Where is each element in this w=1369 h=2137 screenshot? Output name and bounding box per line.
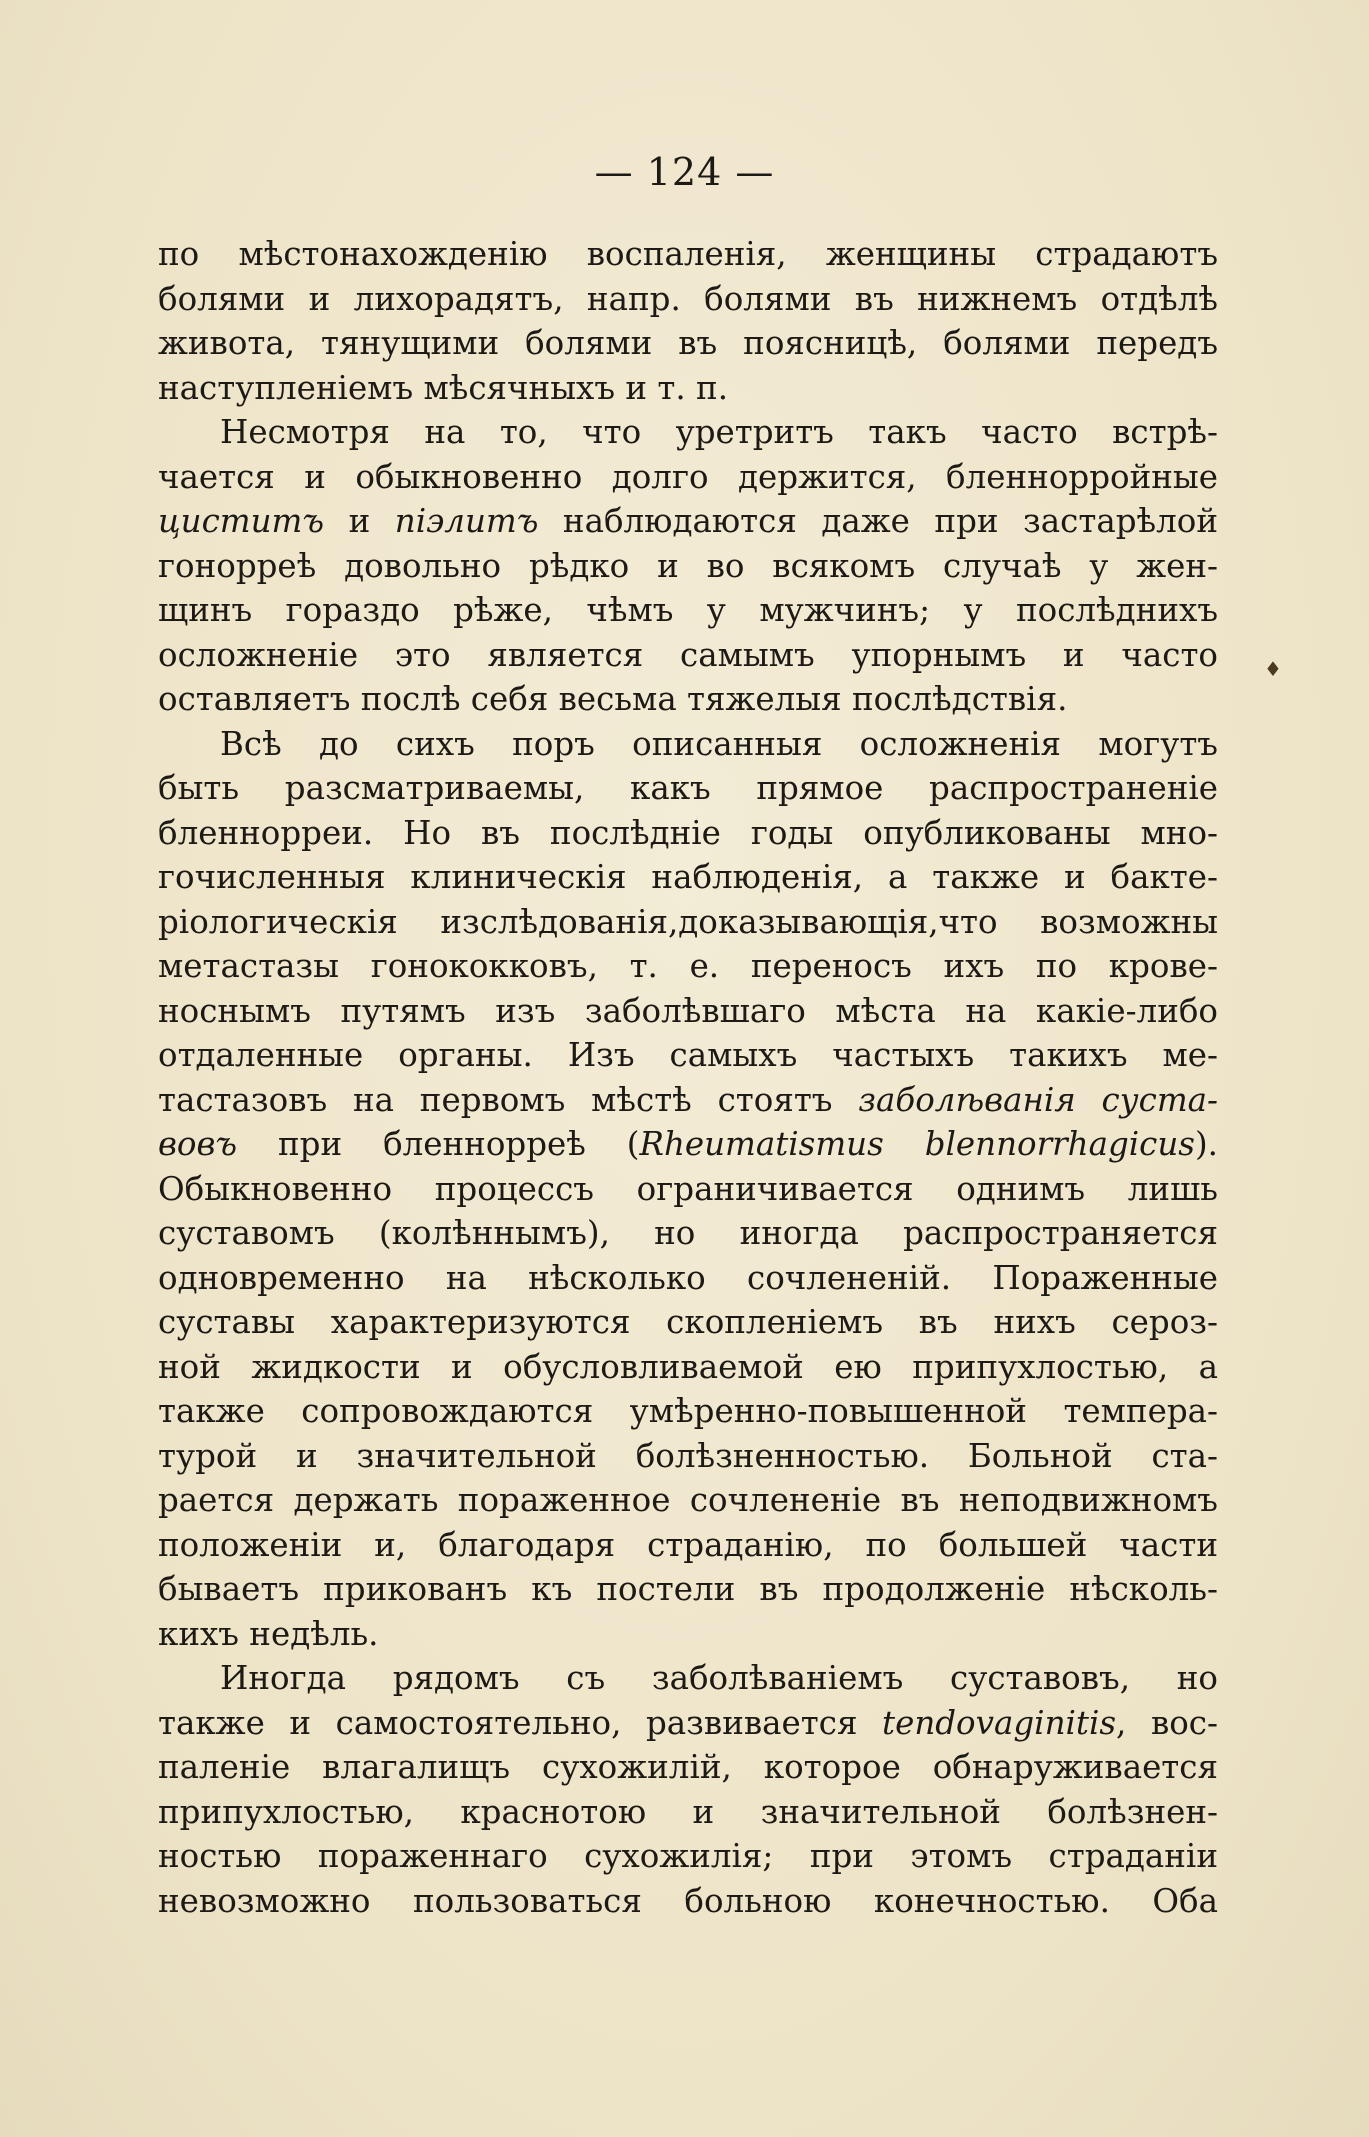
text-line (158, 1078, 1218, 1123)
text-line: Всѣ до сихъ поръ описанныя осложненія могутъ (220, 724, 1218, 763)
text-line: по мѣстонахожденію воспаленія, женщины страдаютъ (158, 235, 1218, 273)
text-fragment: также и самостоятельно, развивается (158, 1703, 883, 1742)
text-fragment: при бленнорреѣ ( (237, 1125, 640, 1163)
text-line: рается держать пораженное сочлененіе въ неподвижномъ (158, 1481, 1218, 1519)
text-fragment: , вос- (1116, 1703, 1218, 1742)
text-fragment: ). (1194, 1125, 1218, 1163)
text-line: ной жидкости и обусловливаемой ею припухлостью, а (158, 1347, 1218, 1386)
text-line: чается и обыкновенно долго держится, бленнорройные (158, 457, 1218, 496)
page-number: — 124 — (594, 150, 775, 194)
italic-term: вовъ (158, 1125, 238, 1163)
text-line (158, 1122, 1218, 1167)
text-line: отдаленные органы. Изъ самыхъ частыхъ такихъ ме- (158, 1036, 1218, 1074)
text-line: ріологическія изслѣдованія,доказывающія,что возможны (158, 902, 1218, 941)
text-line: суставы характеризуются скопленіемъ въ нихъ сероз- (158, 1303, 1218, 1341)
text-line: быть разсматриваемы, какъ прямое распространеніе (158, 769, 1218, 807)
text-line: невозможно пользоваться больною конечностью. Оба (158, 1881, 1218, 1920)
text-fragment: и (324, 502, 395, 540)
text-fragment: тастазовъ на первомъ мѣстѣ стоятъ (158, 1080, 859, 1119)
text-line: также сопровождаются умѣренно-повышенной темпера- (158, 1392, 1218, 1430)
text-line: осложненіе это является самымъ упорнымъ и часто (158, 635, 1218, 674)
text-line: суставомъ (колѣннымъ), но иногда распространяется (158, 1214, 1218, 1252)
text-line: носнымъ путямъ изъ заболѣвшаго мѣста на какіе-либо (158, 991, 1218, 1030)
text-line: турой и значительной болѣзненностью. Больной ста- (158, 1436, 1218, 1475)
body-text (158, 232, 1218, 1923)
italic-term: піэлитъ (394, 502, 539, 540)
text-line: одновременно на нѣсколько сочлененій. Пораженные (158, 1258, 1218, 1297)
text-line (158, 499, 1218, 544)
italic-term: tendovaginitis (882, 1703, 1117, 1742)
text-line (158, 1701, 1218, 1746)
text-line: припухлостью, краснотою и значительной болѣзнен- (158, 1792, 1218, 1831)
text-line: бываетъ прикованъ къ постели въ продолженіе нѣсколь- (158, 1570, 1218, 1608)
ink-speck: ♦ (1264, 657, 1282, 681)
text-line: бленнорреи. Но въ послѣдніе годы опубликованы мно- (158, 813, 1218, 852)
text-line: паленіе влагалищъ сухожилій, которое обнаруживается (158, 1748, 1218, 1786)
text-line: Обыкновенно процессъ ограничивается однимъ лишь (158, 1169, 1218, 1208)
text-line: метастазы гонококковъ, т. е. переносъ ихъ по крове- (158, 947, 1218, 985)
text-line: щинъ гораздо рѣже, чѣмъ у мужчинъ; у послѣднихъ (158, 591, 1218, 629)
text-line: наступленіемъ мѣсячныхъ и т. п. (158, 368, 729, 407)
italic-term: заболѣванія суста- (858, 1080, 1218, 1119)
text-fragment: наблюдаются даже при застарѣлой (538, 502, 1218, 540)
text-line: живота, тянущими болями въ поясницѣ, болями передъ (158, 324, 1218, 362)
text-line: положеніи и, благодаря страданію, по большей части (158, 1525, 1218, 1564)
text-line: кихъ недѣль. (158, 1614, 379, 1653)
italic-term: циститъ (158, 502, 325, 540)
text-line: ностью пораженнаго сухожилія; при этомъ страданіи (158, 1837, 1218, 1875)
text-line: гочисленныя клиническія наблюденія, а также и бакте- (158, 858, 1218, 896)
text-line: Иногда рядомъ съ заболѣваніемъ суставовъ, но (220, 1659, 1218, 1697)
text-line: болями и лихорадятъ, напр. болями въ нижнемъ отдѣлѣ (158, 279, 1218, 318)
text-line: оставляетъ послѣ себя весьма тяжелыя послѣдствія. (158, 680, 1068, 718)
italic-term: Rheumatismus blennorrhagicus (639, 1125, 1195, 1163)
text-line: гонорреѣ довольно рѣдко и во всякомъ случаѣ у жен- (158, 546, 1218, 585)
text-line: Несмотря на то, что уретритъ такъ часто встрѣ- (220, 413, 1218, 451)
